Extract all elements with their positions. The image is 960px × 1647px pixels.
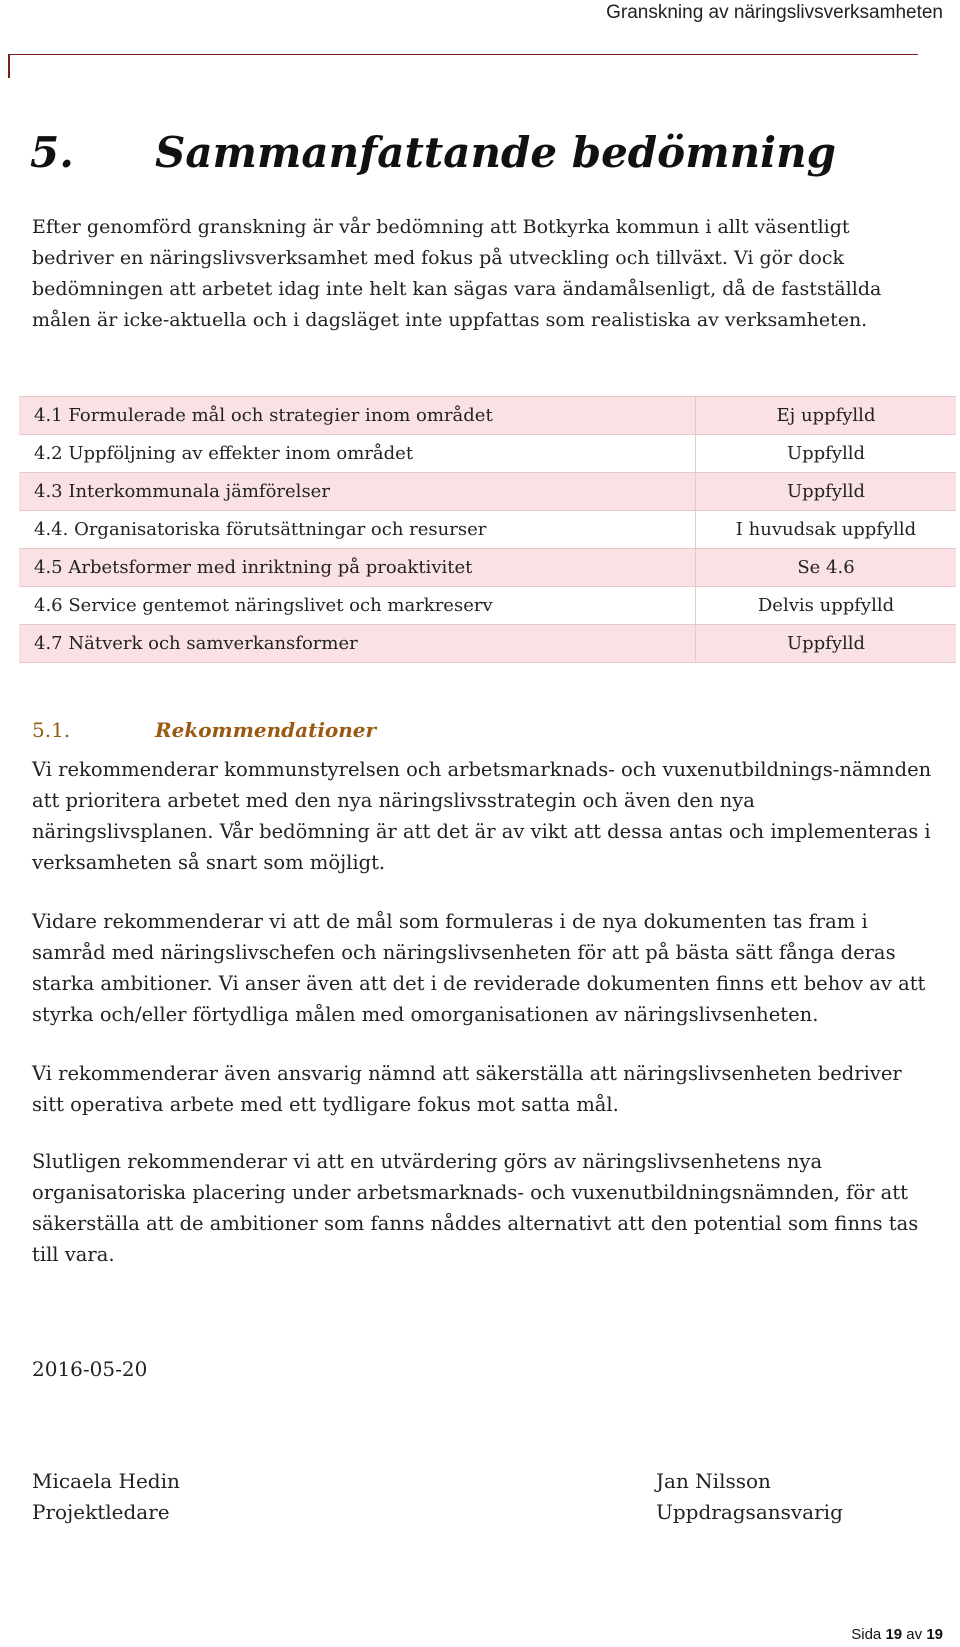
signatory-role: Uppdragsansvarig (656, 1500, 843, 1524)
table-row (19, 435, 956, 473)
page-total: 19 (926, 1626, 943, 1643)
criterion-cell: 4.5 Arbetsformer med inriktning på proaktivitet (19, 549, 696, 587)
running-header: Granskning av näringslivsverksamheten (606, 2, 943, 23)
status-cell: Uppfylld (696, 625, 957, 663)
assessment-table (19, 396, 956, 663)
status-cell: I huvudsak uppfylld (696, 511, 957, 549)
criterion-cell: 4.1 Formulerade mål och strategier inom området (19, 397, 696, 435)
page-number: 19 (885, 1626, 903, 1643)
status-cell: Delvis uppfylld (696, 587, 957, 625)
subsection-title: Rekommendationer (155, 718, 377, 742)
table-row (19, 625, 956, 663)
status-cell: Uppfylld (696, 435, 957, 473)
section-heading (30, 128, 836, 177)
table-row (19, 511, 956, 549)
intro-paragraph: Efter genomförd granskning är vår bedömning att Botkyrka kommun i allt väsentligt bedriver en näringslivsverksamhet med fokus på utveckling och tillväxt. Vi gör dock bedömningen att arbetet idag inte helt kan sägas vara ändamålsenligt, då de fastställda målen är icke-aktuella och i dagsläget inte uppfattas som realistiska av verksamheten. (32, 216, 882, 331)
table-row (19, 587, 956, 625)
section-number: 5. (30, 128, 74, 177)
footer-prefix: Sida (851, 1626, 882, 1643)
signatory-role: Projektledare (32, 1500, 170, 1524)
recommendation-paragraph: Vidare rekommenderar vi att de mål som formuleras i de nya dokumenten tas fram i samråd med näringslivschefen och näringslivsenheten för att på bästa sätt fånga deras starka ambitioner. Vi anser även att det i de reviderade dokumenten finns ett behov av att styrka och/eller förtydliga målen med omorganisationen av näringslivsenheten. (32, 910, 926, 1026)
status-cell: Ej uppfylld (696, 397, 957, 435)
table-row (19, 549, 956, 587)
status-cell: Uppfylld (696, 473, 957, 511)
status-cell: Se 4.6 (696, 549, 957, 587)
criterion-cell: 4.6 Service gentemot näringslivet och markreserv (19, 587, 696, 625)
criterion-cell: 4.4. Organisatoriska förutsättningar och resurser (19, 511, 696, 549)
header-rule-tick (8, 54, 10, 78)
criterion-cell: 4.7 Nätverk och samverkansformer (19, 625, 696, 663)
signatory-name: Micaela Hedin (32, 1469, 180, 1493)
header-rule (8, 54, 918, 55)
signature-block-right (656, 1466, 843, 1528)
signatory-name: Jan Nilsson (656, 1469, 771, 1493)
page-footer (851, 1626, 943, 1643)
criterion-cell: 4.3 Interkommunala jämförelser (19, 473, 696, 511)
recommendation-paragraph: Vi rekommenderar kommunstyrelsen och arbetsmarknads- och vuxenutbildnings-nämnden att prioritera arbetet med den nya näringslivsstrategin och även den nya näringslivsplanen. Vår bedömning är att det är av vikt att dessa antas och implementeras i verksamheten så snart som möjligt. (32, 758, 932, 874)
table-row (19, 473, 956, 511)
report-date: 2016-05-20 (32, 1357, 148, 1381)
recommendation-paragraph: Vi rekommenderar även ansvarig nämnd att säkerställa att näringslivsenheten bedriver sitt operativa arbete med ett tydligare fokus mot satta mål. (32, 1062, 902, 1116)
recommendation-paragraph: Slutligen rekommenderar vi att en utvärdering görs av näringslivsenhetens nya organisatoriska placering under arbetsmarknads- och vuxenutbildningsnämnden, för att säkerställa att de ambitioner som fanns nåddes alternativt att den potential som finns tas till vara. (32, 1150, 919, 1266)
section-title: Sammanfattande bedömning (155, 128, 837, 177)
signature-block-left (32, 1466, 180, 1528)
criterion-cell: 4.2 Uppföljning av effekter inom området (19, 435, 696, 473)
subsection-number: 5.1. (32, 718, 71, 742)
footer-sep: av (906, 1626, 923, 1643)
subsection-heading (32, 718, 376, 742)
table-row (19, 397, 956, 435)
